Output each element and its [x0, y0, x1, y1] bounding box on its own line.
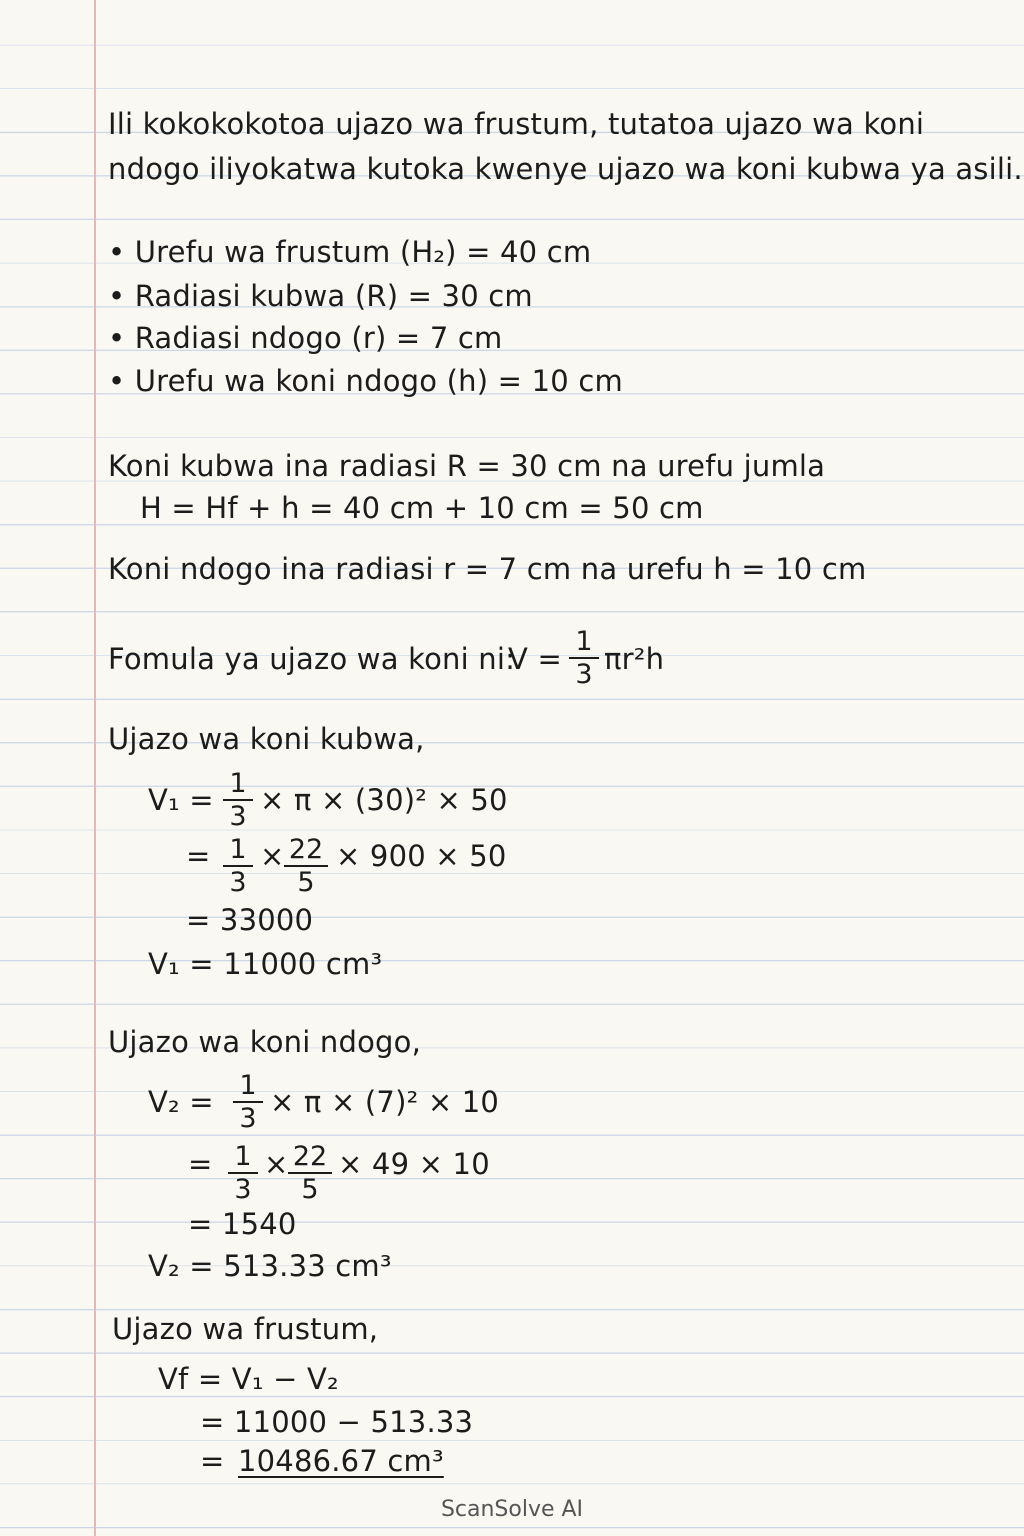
v2-line-2-eq: =: [188, 1147, 213, 1181]
formula-label: Fomula ya ujazo wa koni ni:: [108, 642, 516, 676]
given-small-cone-height: • Urefu wa koni ndogo (h) = 10 cm: [108, 364, 623, 398]
v1-heading: Ujazo wa koni kubwa,: [108, 722, 425, 756]
v1-result: V₁ = 11000 cm³: [148, 947, 383, 981]
v2-line-3: = 1540: [188, 1207, 297, 1241]
given-small-radius: • Radiasi ndogo (r) = 7 cm: [108, 321, 503, 355]
v2-result: V₂ = 513.33 cm³: [148, 1249, 392, 1283]
v2-line-1-lhs: V₂ =: [148, 1085, 214, 1119]
v1-line-2-denominator-2: 5: [297, 867, 315, 898]
v2-line-2-times: ×: [264, 1147, 289, 1181]
v1-line-2-fraction-2: [284, 836, 328, 896]
intro-line-2: ndogo iliyokatwa kutoka kwenye ujazo wa koni kubwa ya asili.: [108, 152, 1023, 186]
v2-line-2-denominator-1: 3: [234, 1174, 252, 1205]
formula-rhs: πr²h: [604, 642, 665, 676]
v2-line-1-numerator: 1: [233, 1072, 263, 1103]
v2-line-1-denominator: 3: [239, 1103, 257, 1134]
formula-fraction: [569, 628, 599, 688]
small-cone-line: Koni ndogo ina radiasi r = 7 cm na urefu h = 10 cm: [108, 552, 867, 586]
v2-line-2-numerator-2: 22: [288, 1143, 332, 1174]
formula-denominator: 3: [575, 659, 593, 690]
given-frustum-height: • Urefu wa frustum (H₂) = 40 cm: [108, 235, 592, 269]
v2-line-2-denominator-2: 5: [301, 1174, 319, 1205]
v1-line-2-times: ×: [260, 839, 285, 873]
v1-line-1-denominator: 3: [229, 801, 247, 832]
v2-line-2-fraction-2: [288, 1143, 332, 1203]
v1-line-1-numerator: 1: [223, 770, 253, 801]
v2-heading: Ujazo wa koni ndogo,: [108, 1025, 422, 1059]
v1-line-2-eq: =: [186, 839, 211, 873]
vf-line-1: Vf = V₁ − V₂: [158, 1362, 339, 1396]
big-cone-line-2: H = Hf + h = 40 cm + 10 cm = 50 cm: [140, 491, 704, 525]
v1-line-2-numerator-1: 1: [223, 836, 253, 867]
v1-line-2-numerator-2: 22: [284, 836, 328, 867]
v1-line-3: = 33000: [186, 903, 314, 937]
v1-line-2-fraction-1: [223, 836, 253, 896]
vf-final-answer: 10486.67 cm³: [238, 1444, 444, 1478]
v2-line-2-rest: × 49 × 10: [338, 1147, 490, 1181]
v1-line-1-lhs: V₁ =: [148, 783, 214, 817]
vf-line-3-eq: =: [200, 1444, 225, 1478]
v2-line-2-fraction-1: [228, 1143, 258, 1203]
v1-line-1-rest: × π × (30)² × 50: [260, 783, 508, 817]
formula-lhs: V =: [508, 642, 562, 676]
given-big-radius: • Radiasi kubwa (R) = 30 cm: [108, 279, 533, 313]
v2-line-2-numerator-1: 1: [228, 1143, 258, 1174]
v1-line-2-rest: × 900 × 50: [336, 839, 507, 873]
v1-line-2-denominator-1: 3: [229, 867, 247, 898]
formula-numerator: 1: [569, 628, 599, 659]
v2-line-1-rest: × π × (7)² × 10: [270, 1085, 500, 1119]
v2-line-1-fraction: [233, 1072, 263, 1132]
intro-line-1: Ili kokokokotoa ujazo wa frustum, tutatoa ujazo wa koni: [108, 107, 925, 141]
big-cone-line-1: Koni kubwa ina radiasi R = 30 cm na urefu jumla: [108, 449, 826, 483]
vf-line-2: = 11000 − 513.33: [200, 1405, 474, 1439]
v1-line-1-fraction: [223, 770, 253, 830]
footer-watermark: ScanSolve AI: [440, 1497, 584, 1522]
vf-heading: Ujazo wa frustum,: [112, 1312, 379, 1346]
